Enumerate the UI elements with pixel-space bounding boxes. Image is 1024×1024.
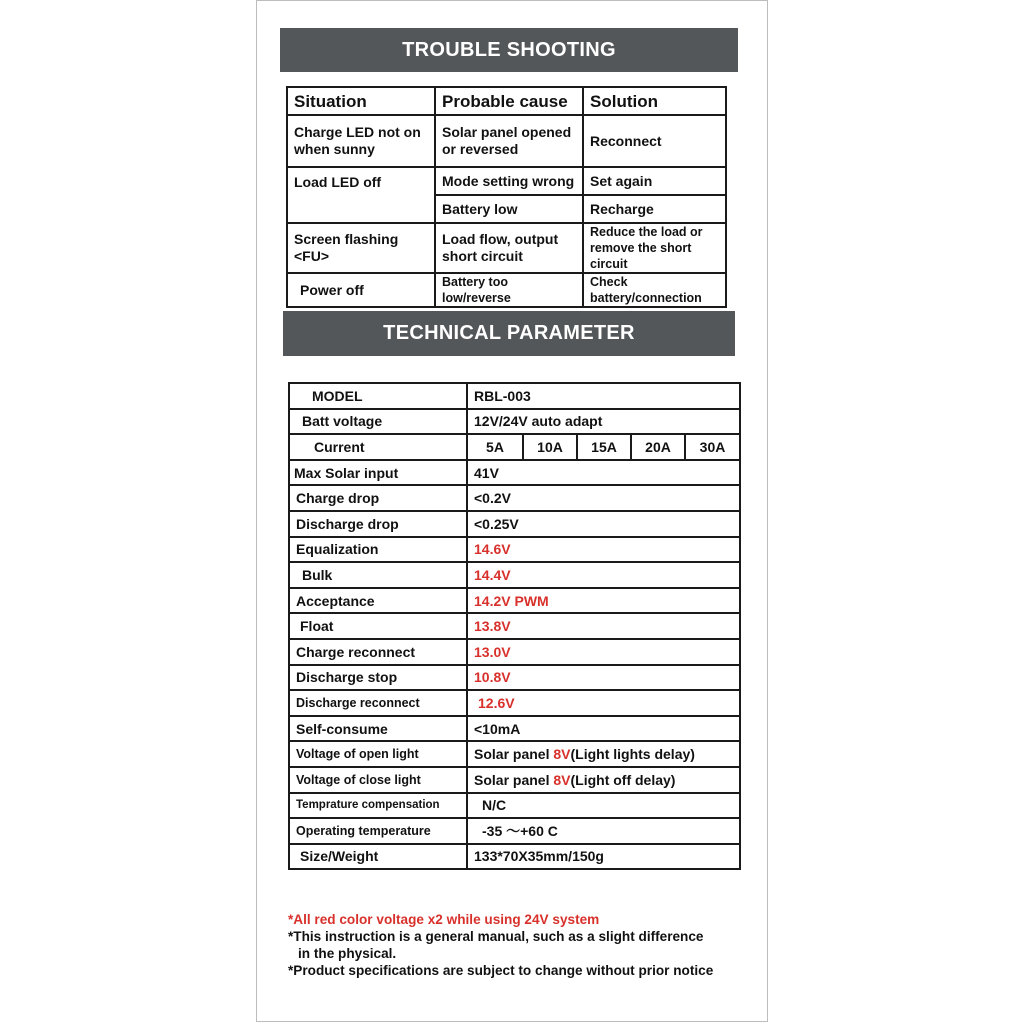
- table-row: [287, 273, 726, 307]
- note-general-manual-cont: in the physical.: [298, 946, 397, 961]
- note-general-manual: *This instruction is a general manual, such as a slight difference: [288, 929, 704, 944]
- table-row: [289, 562, 740, 588]
- table-row: [289, 741, 740, 767]
- table-row: [289, 434, 740, 460]
- cause-cell: Mode setting wrong: [435, 167, 583, 195]
- param-value: [467, 767, 740, 793]
- param-label: Batt voltage: [289, 409, 467, 435]
- cause-cell: Battery low: [435, 195, 583, 223]
- param-value: 10.8V: [467, 665, 740, 691]
- cause-cell: Solar panel opened or reversed: [435, 115, 583, 167]
- table-row: [289, 383, 740, 409]
- param-label: Charge drop: [289, 485, 467, 511]
- solution-cell: Recharge: [583, 195, 726, 223]
- situation-cell: Screen flashing <FU>: [287, 223, 435, 273]
- param-label: Charge reconnect: [289, 639, 467, 665]
- value-text: (Light off delay): [570, 771, 676, 788]
- param-value: -35 ～+60 C: [467, 818, 740, 844]
- solution-cell: Reconnect: [583, 115, 726, 167]
- table-row: [289, 767, 740, 793]
- table-row: [289, 460, 740, 486]
- situation-cell: Charge LED not on when sunny: [287, 115, 435, 167]
- param-label: Equalization: [289, 537, 467, 563]
- table-row: [289, 690, 740, 716]
- param-label: MODEL: [289, 383, 467, 409]
- table-row: [289, 613, 740, 639]
- param-value: <0.2V: [467, 485, 740, 511]
- table-row: [289, 793, 740, 819]
- param-label: Self-consume: [289, 716, 467, 742]
- current-option: 15A: [577, 434, 631, 460]
- header-situation: Situation: [287, 87, 435, 115]
- footnotes: [288, 911, 758, 979]
- situation-cell: Load LED off: [287, 167, 435, 223]
- cause-cell: Battery too low/reverse: [435, 273, 583, 307]
- param-label: Discharge drop: [289, 511, 467, 537]
- current-option: 20A: [631, 434, 685, 460]
- current-option: 30A: [685, 434, 740, 460]
- param-label: Size/Weight: [289, 844, 467, 870]
- param-value: 133*70X35mm/150g: [467, 844, 740, 870]
- param-value: <0.25V: [467, 511, 740, 537]
- param-value: 12.6V: [467, 690, 740, 716]
- param-value: 13.8V: [467, 613, 740, 639]
- table-row: [289, 818, 740, 844]
- param-label: Temprature compensation: [289, 793, 467, 819]
- table-row: [289, 639, 740, 665]
- param-label: Current: [289, 434, 467, 460]
- table-row: [289, 665, 740, 691]
- value-text: Solar panel: [474, 746, 554, 763]
- header-probable-cause: Probable cause: [435, 87, 583, 115]
- situation-cell: Power off: [287, 273, 435, 307]
- table-header-row: [287, 87, 726, 115]
- param-label: Operating temperature: [289, 818, 467, 844]
- table-row: [289, 409, 740, 435]
- table-row: [289, 716, 740, 742]
- param-label: Acceptance: [289, 588, 467, 614]
- header-solution: Solution: [583, 87, 726, 115]
- table-row: [289, 511, 740, 537]
- table-row: [287, 167, 726, 195]
- technical-parameter-table: [288, 382, 741, 870]
- table-row: [289, 844, 740, 870]
- value-text: Solar panel: [474, 771, 554, 788]
- param-label: Discharge stop: [289, 665, 467, 691]
- current-option: 5A: [467, 434, 523, 460]
- param-value: 14.4V: [467, 562, 740, 588]
- table-row: [289, 588, 740, 614]
- param-value: <10mA: [467, 716, 740, 742]
- param-label: Discharge reconnect: [289, 690, 467, 716]
- param-label: Float: [289, 613, 467, 639]
- value-red-text: 8V: [553, 771, 571, 788]
- table-row: [289, 485, 740, 511]
- param-value: N/C: [467, 793, 740, 819]
- param-value: 12V/24V auto adapt: [467, 409, 740, 435]
- trouble-shooting-table: [286, 86, 727, 308]
- technical-parameter-banner: TECHNICAL PARAMETER: [283, 311, 735, 356]
- param-value: 41V: [467, 460, 740, 486]
- param-label: Voltage of open light: [289, 741, 467, 767]
- param-value: RBL-003: [467, 383, 740, 409]
- table-row: [287, 115, 726, 167]
- note-specifications: *Product specifications are subject to change without prior notice: [288, 963, 714, 978]
- param-value: [467, 741, 740, 767]
- param-value: 14.2V PWM: [467, 588, 740, 614]
- solution-cell: Reduce the load or remove the short circuit: [583, 223, 726, 273]
- param-label: Max Solar input: [289, 460, 467, 486]
- solution-cell: Check battery/connection: [583, 273, 726, 307]
- value-red-text: 8V: [553, 746, 571, 763]
- param-label: Bulk: [289, 562, 467, 588]
- table-row: [289, 537, 740, 563]
- param-label: Voltage of close light: [289, 767, 467, 793]
- param-value: 14.6V: [467, 537, 740, 563]
- current-option: 10A: [523, 434, 577, 460]
- param-value: 13.0V: [467, 639, 740, 665]
- solution-cell: Set again: [583, 167, 726, 195]
- trouble-shooting-banner: TROUBLE SHOOTING: [280, 28, 738, 72]
- note-red-voltage: *All red color voltage x2 while using 24V system: [288, 912, 600, 927]
- table-row: [287, 223, 726, 273]
- cause-cell: Load flow, output short circuit: [435, 223, 583, 273]
- value-text: (Light lights delay): [570, 746, 695, 763]
